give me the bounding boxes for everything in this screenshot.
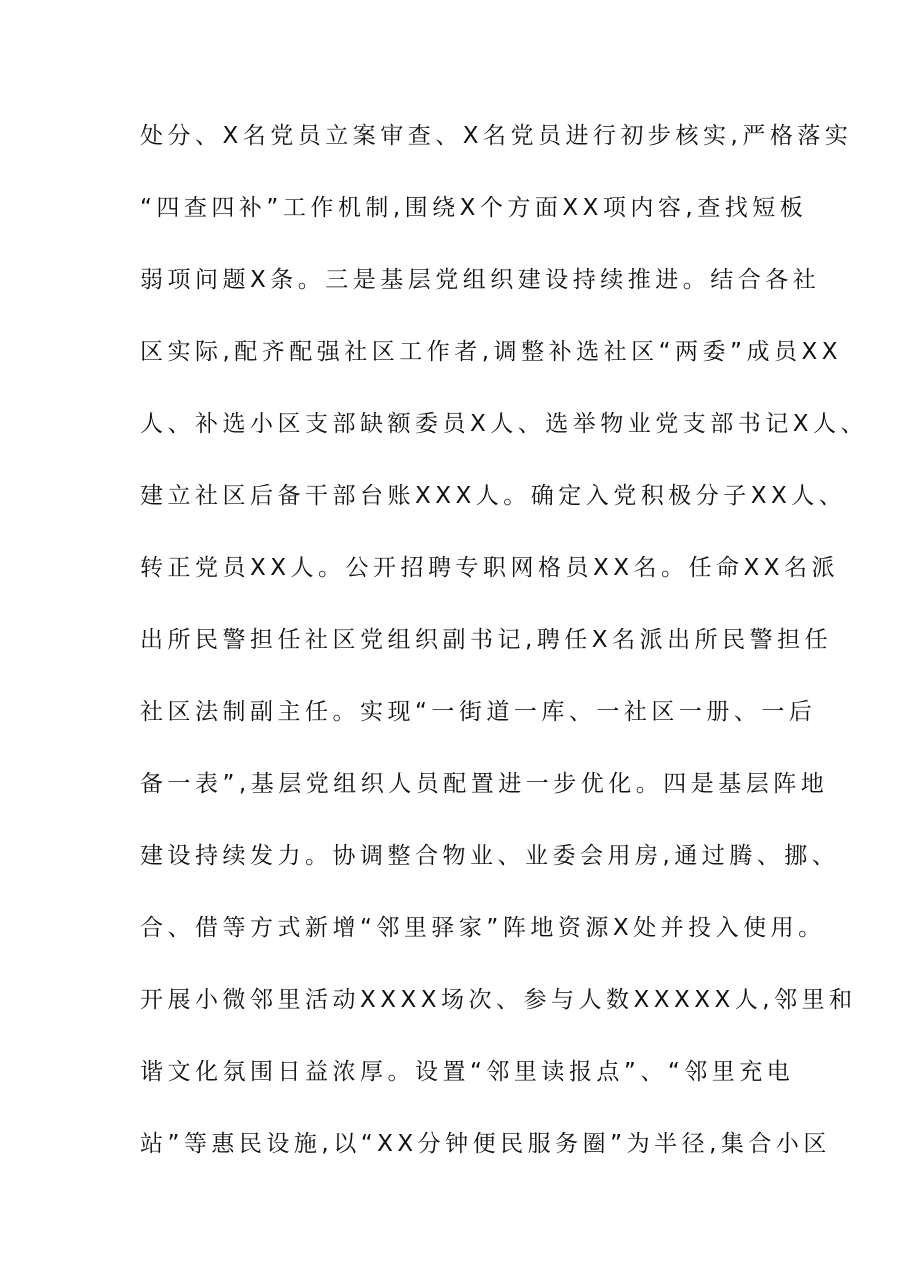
text-line: 处分、X名党员立案审查、X名党员进行初步核实,严格落实 (140, 123, 853, 149)
text-line: 建设持续发力。协调整合物业、业委会用房,通过腾、挪、 (140, 843, 840, 869)
text-line: 谐文化氛围日益浓厚。设置“邻里读报点”、“邻里充电 (140, 1059, 795, 1085)
text-line: 合、借等方式新增“邻里驿家”阵地资源X处并投入使用。 (140, 915, 826, 941)
text-line: 社区法制副主任。实现“一街道一库、一社区一册、一后 (140, 699, 817, 725)
text-line: 开展小微邻里活动XXXX场次、参与人数XXXXX人,邻里和 (140, 987, 857, 1013)
body-text (140, 112, 869, 1192)
text-line: 弱项问题X条。三是基层党组织建设持续推进。结合各社 (140, 267, 821, 293)
text-line: 建立社区后备干部台账XXX人。确定入党积极分子XX人、 (140, 483, 847, 509)
text-line: 出所民警担任社区党组织副书记,聘任X名派出所民警担任 (140, 627, 833, 653)
text-line: 人、补选小区支部缺额委员X人、选举物业党支部书记X人、 (140, 411, 869, 437)
text-line: 站”等惠民设施,以“XX分钟便民服务圈”为半径,集合小区 (140, 1131, 831, 1157)
text-line: 转正党员XX人。公开招聘专职网格员XX名。任命XX名派 (140, 555, 840, 581)
text-line: 区实际,配齐配强社区工作者,调整补选社区“两委”成员XX (140, 339, 842, 365)
text-line: “四查四补”工作机制,围绕X个方面XX项内容,查找短板 (140, 195, 808, 221)
text-line: 备一表”,基层党组织人员配置进一步优化。四是基层阵地 (140, 771, 829, 797)
